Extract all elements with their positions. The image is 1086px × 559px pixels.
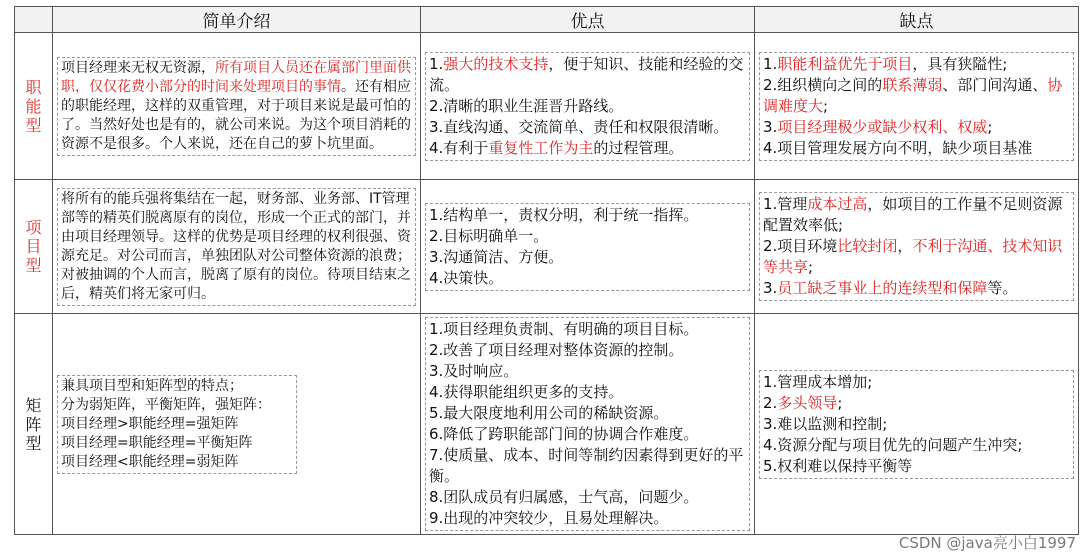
watermark: CSDN @java亮小白1997 bbox=[898, 534, 1076, 552]
list-item bbox=[763, 435, 1070, 456]
row-label-projectized: 项目型 bbox=[15, 180, 53, 314]
list-item bbox=[763, 278, 1070, 299]
row-label-matrix: 矩阵型 bbox=[15, 314, 53, 535]
text-segment: 4.有利于 bbox=[429, 138, 489, 157]
list-item bbox=[429, 508, 746, 529]
text-segment: ，具有狭隘性; bbox=[912, 54, 1008, 73]
highlight-text: 成本过高 bbox=[807, 195, 868, 213]
text-segment: 5.权利难以保持平衡等 bbox=[763, 456, 913, 475]
highlight-text: 比较封闭 bbox=[837, 237, 898, 255]
intro-text bbox=[57, 57, 416, 156]
intro-line: 项目经理=职能经理=平衡矩阵 bbox=[61, 434, 253, 451]
cons-cell bbox=[755, 314, 1079, 535]
list-item bbox=[763, 117, 1070, 138]
text-segment: 2.项目环境 bbox=[763, 237, 838, 255]
highlight-text: 不利于沟通、技术知识等共享 bbox=[763, 237, 1063, 276]
list-item bbox=[429, 361, 746, 382]
intro-cell bbox=[53, 314, 421, 535]
list-item bbox=[429, 54, 746, 96]
text-segment: 2. bbox=[763, 393, 778, 412]
list-item bbox=[429, 382, 746, 403]
text-segment: 等。 bbox=[987, 279, 1018, 297]
pros-cell bbox=[421, 180, 755, 314]
list-item bbox=[763, 75, 1070, 117]
text-segment: 4.决策快。 bbox=[429, 268, 504, 287]
list-item bbox=[429, 138, 746, 159]
cons-cell bbox=[755, 33, 1079, 180]
text-segment: 1. bbox=[763, 54, 778, 73]
list-item bbox=[429, 445, 746, 487]
text-segment: ; bbox=[837, 393, 843, 412]
list-item bbox=[763, 393, 1070, 414]
text-segment: 1.项目经理负责制、有明确的项目目标。 bbox=[429, 320, 699, 338]
header-row bbox=[15, 7, 1079, 33]
highlight-text: 强大的技术支持 bbox=[443, 54, 549, 73]
highlight-text: 职能利益优先于项目 bbox=[777, 54, 913, 73]
text-segment: ; bbox=[823, 96, 829, 115]
header-pros: 优点 bbox=[421, 7, 755, 33]
list-item bbox=[763, 372, 1070, 393]
text-segment: 4.资源分配与项目优先的问题产生冲突; bbox=[763, 435, 1023, 454]
list-item bbox=[429, 403, 746, 424]
list-item bbox=[763, 138, 1070, 159]
text-segment: 3.及时响应。 bbox=[429, 362, 519, 380]
cons-list bbox=[759, 52, 1074, 161]
text-segment: ; bbox=[808, 258, 814, 276]
text-segment: 的过程管理。 bbox=[593, 138, 684, 157]
text-segment: 6.降低了跨职能部门间的协调合作难度。 bbox=[429, 425, 699, 443]
highlight-text: 协调难度大 bbox=[763, 75, 1063, 115]
text-segment: 2.清晰的职业生涯晋升路线。 bbox=[429, 96, 624, 115]
text-segment: 3.难以监测和控制; bbox=[763, 414, 888, 433]
highlight-text: 所有项目人员还在属部门里面供职，仅仅花费小部分的时间来处理项目的事情 bbox=[61, 59, 411, 95]
pros-cell bbox=[421, 314, 755, 535]
pros-cell bbox=[421, 33, 755, 180]
list-item bbox=[429, 226, 746, 247]
text-segment: 3.沟通简洁、方便。 bbox=[429, 247, 564, 266]
text-segment: 2.目标明确单一。 bbox=[429, 226, 549, 245]
text-segment: 4.获得职能组织更多的支持。 bbox=[429, 383, 624, 401]
text-segment: ，便于知识、技能和经验的交流。 bbox=[429, 54, 744, 94]
table-row bbox=[15, 314, 1079, 535]
text-segment: 项目经理来无权无资源， bbox=[61, 59, 215, 76]
pros-list bbox=[425, 317, 750, 531]
text-segment: 3. bbox=[763, 117, 778, 136]
intro-line: 项目经理>职能经理=强矩阵 bbox=[61, 415, 239, 432]
text-segment: 1. bbox=[429, 54, 444, 73]
text-segment: 1.管理成本增加; bbox=[763, 372, 873, 391]
list-item bbox=[763, 456, 1070, 477]
list-item bbox=[429, 268, 746, 289]
text-segment: 9.出现的冲突较少，且易处理解决。 bbox=[429, 509, 669, 527]
highlight-text: 员工缺乏事业上的连续型和保障 bbox=[777, 279, 988, 297]
list-item bbox=[429, 340, 746, 361]
intro-line: 分为弱矩阵，平衡矩阵，强矩阵： bbox=[61, 396, 271, 413]
intro-cell bbox=[53, 180, 421, 314]
text-segment: 1.结构单一，责权分明，利于统一指挥。 bbox=[429, 205, 699, 224]
highlight-text: 重复性工作为主 bbox=[488, 138, 594, 157]
table-row bbox=[15, 180, 1079, 314]
intro-cell bbox=[53, 33, 421, 180]
intro-line: 兼具项目型和矩阵型的特点； bbox=[61, 377, 243, 394]
table-row bbox=[15, 33, 1079, 180]
intro-text bbox=[57, 188, 416, 306]
highlight-text: 多头领导 bbox=[777, 393, 838, 412]
intro-text bbox=[57, 375, 297, 474]
list-item bbox=[429, 117, 746, 138]
text-segment: 2.改善了项目经理对整体资源的控制。 bbox=[429, 341, 684, 359]
list-item bbox=[429, 247, 746, 268]
pros-list bbox=[425, 52, 750, 161]
header-cons: 缺点 bbox=[755, 7, 1079, 33]
text-segment: ; bbox=[987, 117, 993, 136]
text-segment: 、部门间沟通、 bbox=[942, 75, 1048, 94]
text-segment: ， bbox=[897, 237, 913, 255]
cons-list bbox=[759, 192, 1074, 301]
text-segment: 。还有相应的职能经理，这样的双重管理，对于项目来说是最可怕的了。当然好处也是有的，就公司来说。为这个项目消耗的资源不是很多。个人来说，还在自己的萝卜坑里面。 bbox=[61, 78, 411, 152]
highlight-text: 项目经理极少或缺少权利、权威 bbox=[777, 117, 988, 136]
comparison-table bbox=[14, 6, 1079, 535]
intro-line: 项目经理<职能经理=弱矩阵 bbox=[61, 453, 239, 470]
text-segment: 3.直线沟通、交流简单、责任和权限很清晰。 bbox=[429, 117, 729, 136]
highlight-text: 联系薄弱 bbox=[882, 75, 943, 94]
list-item bbox=[429, 96, 746, 117]
row-label-functional: 职能型 bbox=[15, 33, 53, 180]
list-item bbox=[429, 319, 746, 340]
text-segment: 7.使质量、成本、时间等制约因素得到更好的平衡。 bbox=[429, 446, 744, 485]
text-segment: 5.最大限度地利用公司的稀缺资源。 bbox=[429, 404, 669, 422]
text-segment: 将所有的能兵强将集结在一起，财务部、业务部、IT管理部等的精英们脱离原有的岗位，形成一个正式的部门，并由项目经理领导。这样的优势是项目经理的权利很强、资源充足。对公司而言，单独团队对公司整体资源的浪费；对被抽调的个人而言，脱离了原有的岗位。待项目结束之后，精英们将无家可归。 bbox=[61, 190, 411, 302]
list-item bbox=[763, 414, 1070, 435]
corner-cell bbox=[15, 7, 53, 33]
text-segment: 3. bbox=[763, 279, 778, 297]
cons-list bbox=[759, 370, 1074, 479]
list-item bbox=[429, 487, 746, 508]
text-segment: 2.组织横向之间的 bbox=[763, 75, 883, 94]
cons-cell bbox=[755, 180, 1079, 314]
text-segment: ，如项目的工作量不足则资源配置效率低; bbox=[763, 195, 1063, 234]
text-segment: 1.管理 bbox=[763, 195, 808, 213]
pros-list bbox=[425, 203, 750, 291]
list-item bbox=[763, 54, 1070, 75]
header-intro: 简单介绍 bbox=[53, 7, 421, 33]
list-item bbox=[429, 424, 746, 445]
list-item bbox=[429, 205, 746, 226]
list-item bbox=[763, 236, 1070, 278]
text-segment: 8.团队成员有归属感，士气高，问题少。 bbox=[429, 488, 699, 506]
text-segment: 4.项目管理发展方向不明，缺少项目基准 bbox=[763, 138, 1033, 157]
list-item bbox=[763, 194, 1070, 236]
